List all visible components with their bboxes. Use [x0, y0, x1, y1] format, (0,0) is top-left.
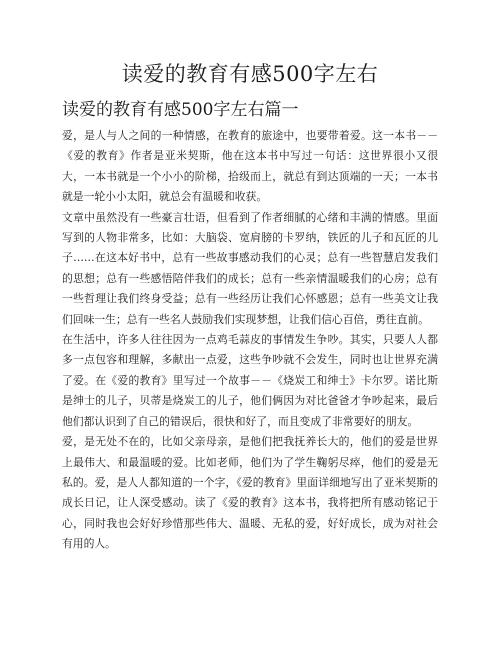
document-body	[62, 126, 438, 555]
paragraph-2: 文章中虽然没有一些豪言壮语，但看到了作者细腻的心绪和丰满的情感。里面写到的人物非常多，比如：大脑袋、宽肩膀的卡罗纳，铁匠的儿子和瓦匠的儿子……在这本好书中，总有一些故事感动我们的心灵；总有一些智慧启发我们的思想；总有一些感悟陪伴我们的成长；总有一些亲情温暖我们的心房；总有一些哲理让我们终身受益；总有一些经历让我们心怀感恩；总有一些美文让我们回味一生；总有一些名人鼓励我们实现梦想，让我们信心百倍，勇往直前。	[62, 210, 438, 326]
document-title: 读爱的教育有感500字左右	[121, 62, 379, 86]
section-title: 读爱的教育有感500字左右篇一	[62, 100, 299, 120]
paragraph-3: 在生活中，许多人往往因为一点鸡毛蒜皮的事情发生争吵。其实，只要人人都多一点包容和理解，多献出一点爱，这些争吵就不会发生，同时也让世界充满了爱。在《爱的教育》里写过一个故事－－《烧炭工和绅士》卡尔罗。诺比斯是绅士的儿子，贝蒂是烧炭工的儿子，他们俩因为对比爸爸才争吵起来，最后他们都认识到了自己的错误后，很快和好了，而且变成了非常要好的朋友。	[62, 333, 438, 428]
paragraph-1: 爱，是人与人之间的一种情感，在教育的旅途中，也要带着爱。这一本书－－《爱的教育》作者是亚米契斯，他在这本书中写过一句话：这世界很小又很大，一本书就是一个小小的阶梯，拾级而上，就总有到达顶端的一天；一本书就是一轮小小太阳，就总会有温暖和收获。	[62, 129, 438, 204]
paragraph-4: 爱，是无处不在的，比如父亲母亲，是他们把我抚养长大的，他们的爱是世界上最伟大、和最温暖的爱。比如老师，他们为了学生鞠躬尽瘁，他们的爱是无私的。爱，是人人都知道的一个字，《爱的教育》里面详细地写出了亚米契斯的成长日记，让人深受感动。读了《爱的教育》这本书，我将把所有感动铭记于心，同时我也会好好珍惜那些伟大、温暖、无私的爱，好好成长，成为对社会有用的人。	[62, 435, 438, 551]
document-page	[62, 0, 438, 555]
